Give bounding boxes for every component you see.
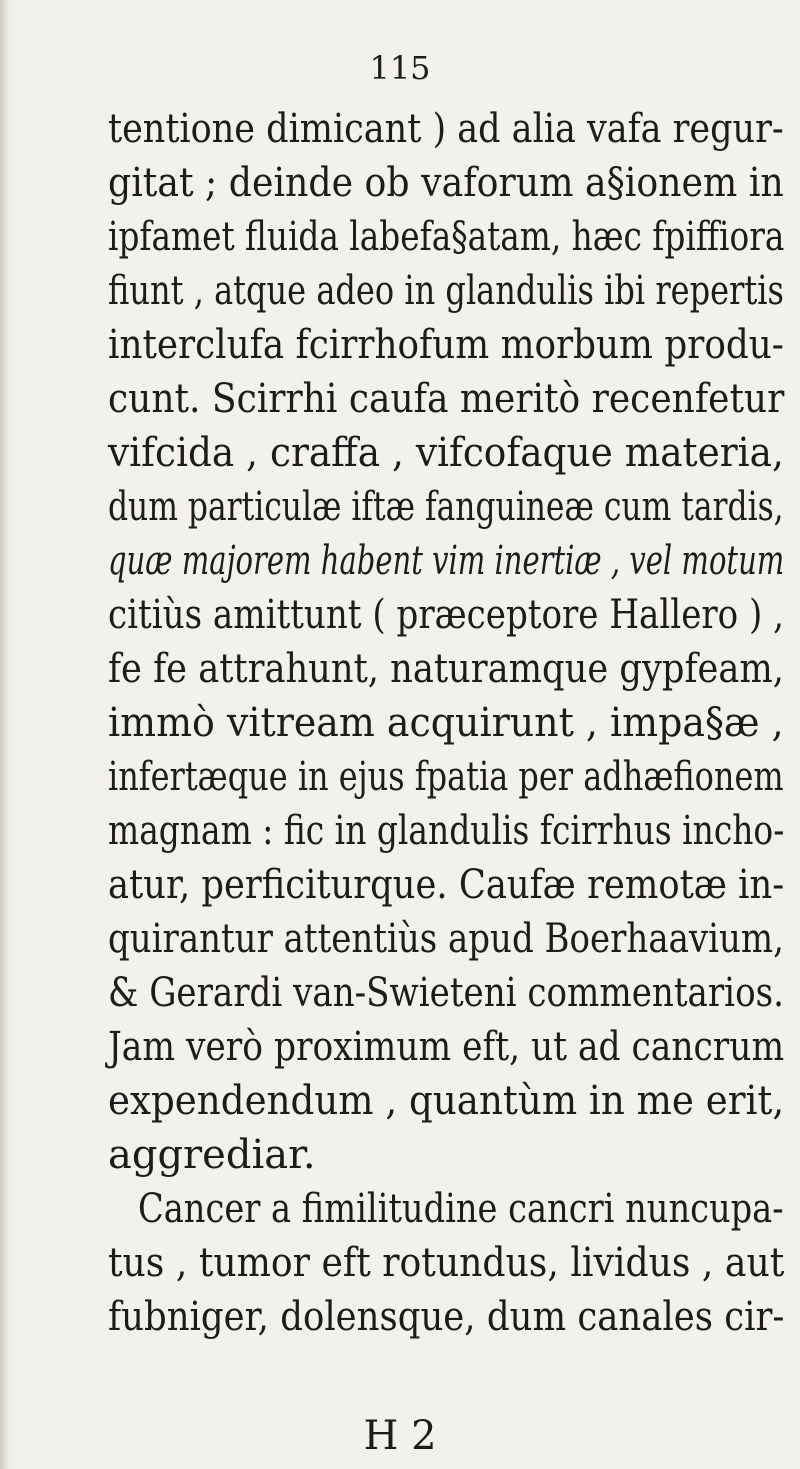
text-line-6: cunt. Scirrhi caufa meritò recenfetur — [108, 376, 785, 422]
text-line-15: atur, perficiturque. Caufæ remotæ in- — [108, 862, 785, 908]
text-line-23: fubniger, dolensque, dum canales cir- — [108, 1294, 785, 1340]
text-line-11: fe fe attrahunt, naturamque gypfeam, — [108, 646, 785, 692]
text-line-10: citiùs amittunt ( præceptore Hallero ) , — [108, 592, 785, 638]
text-line-8: dum particulæ iftæ fanguineæ cum tardis, — [108, 484, 784, 530]
text-line-12: immò vitream acquirunt , impa§æ , — [108, 700, 784, 746]
page-number: 115 — [369, 49, 431, 87]
text-line-17: & Gerardi van-Swieteni commentarios. — [108, 970, 784, 1016]
text-line-2: gitat ; deinde ob vaforum a§ionem in — [108, 160, 784, 206]
text-line-1: tentione dimicant ) ad alia vafa regur- — [108, 106, 784, 152]
text-line-20: aggrediar. — [108, 1132, 316, 1178]
text-line-18: Jam verò proximum eft, ut ad cancrum — [108, 1024, 785, 1070]
page-edge-shadow — [0, 0, 14, 1469]
text-line-9: quæ majorem habent vim inertiæ , vel motum — [108, 538, 785, 584]
text-line-16: quirantur attentiùs apud Boerhaavium, — [108, 916, 784, 962]
text-line-13: infertæque in ejus fpatia per adhæfionem — [108, 754, 784, 800]
text-line-22: tus , tumor eft rotundus, lividus , aut — [108, 1240, 785, 1286]
catchword-signature: H 2 — [363, 1413, 437, 1459]
text-line-5: interclufa fcirrhofum morbum produ- — [108, 322, 784, 368]
text-line-3: ipfamet fluida labefa§atam, hæc fpiffiora — [108, 214, 785, 260]
text-line-19: expendendum , quantùm in me erit, — [108, 1078, 785, 1124]
text-line-14: magnam : fic in glandulis fcirrhus incho- — [108, 808, 785, 854]
text-line-21: Cancer a fimilitudine cancri nuncupa- — [138, 1186, 784, 1232]
text-line-4: fiunt , atque adeo in glandulis ibi repertis — [108, 268, 784, 314]
text-line-7: vifcida , craffa , vifcofaque materia, — [108, 430, 784, 476]
